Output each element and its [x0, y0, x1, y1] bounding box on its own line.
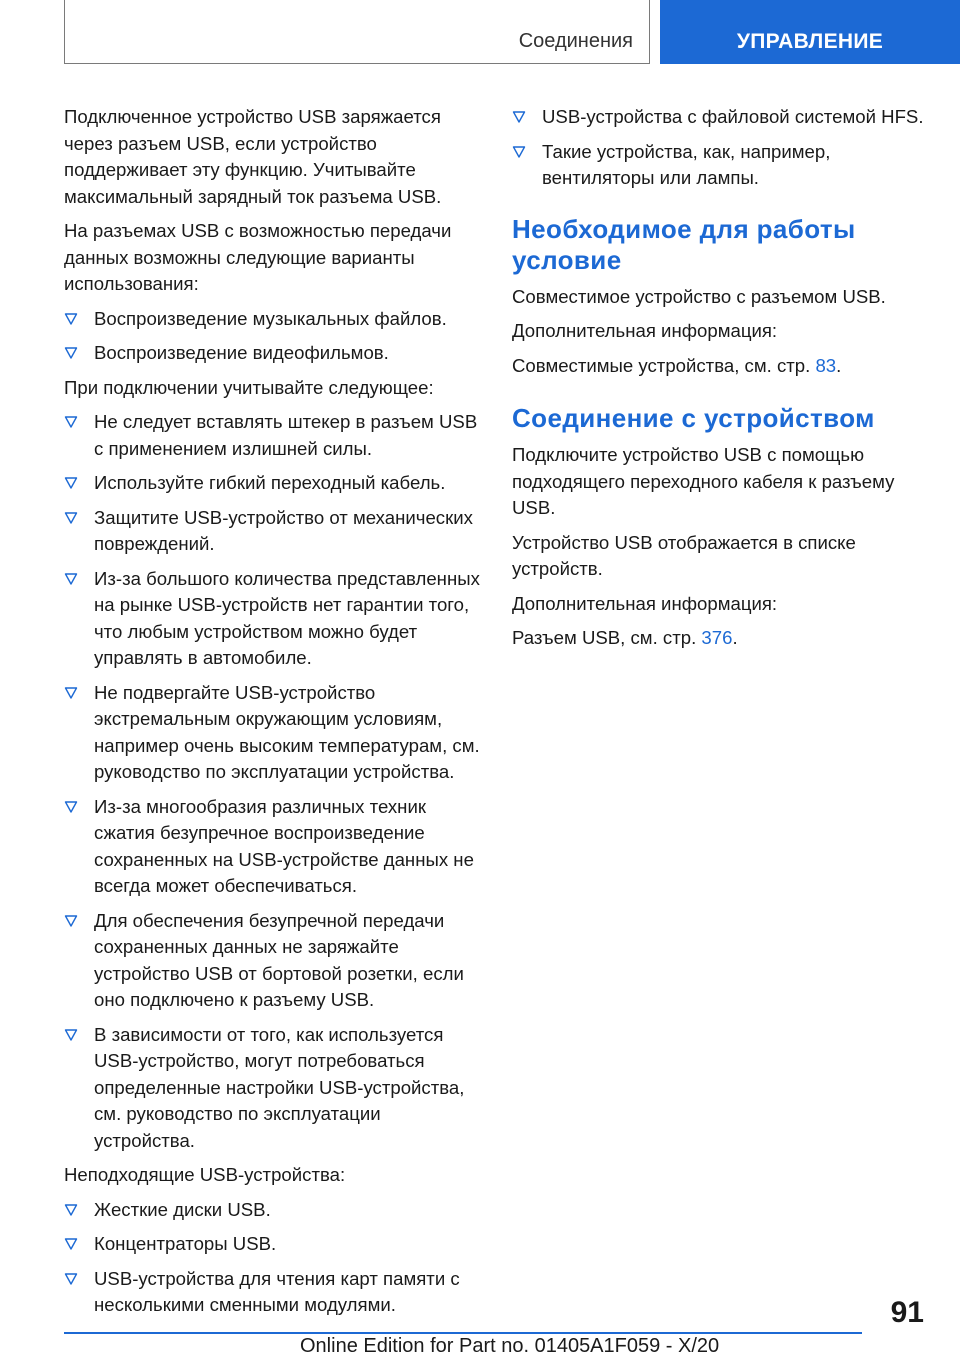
note-item-text: Не следует вставлять штекер в разъем USB с применением излишней силы. — [94, 411, 478, 459]
note-item — [64, 908, 480, 1014]
use-cases-list — [64, 306, 480, 367]
use-case-item-text: Воспроизведение музыкальных файлов. — [94, 307, 447, 329]
triangle-bullet-icon — [64, 1268, 78, 1290]
note-item-text: Не подвергайте USB-устройство экстремальным окружающим условиям, например очень высоким температурам, см. руководство по эксплуатации устройства. — [94, 681, 480, 782]
use-case-item — [64, 306, 480, 333]
use-case-item — [64, 340, 480, 367]
note-item-text: В зависимости от того, как используется USB-устройство, могут потребоваться определенные настройки USB-устройства, см. руководство по эксплуатации устройства. — [94, 1023, 465, 1151]
triangle-bullet-icon — [64, 796, 78, 818]
triangle-bullet-icon — [64, 342, 78, 364]
unsuitable-intro: Неподходящие USB-устройства: — [64, 1164, 346, 1185]
right-column — [512, 104, 928, 660]
unsuitable-item-text: Такие устройства, как, например, вентиляторы или лампы. — [542, 140, 831, 188]
intro-paragraph: Подключенное устройство USB заряжается через разъем USB, если устройство поддерживает эту функцию. Учитывайте максимальный зарядный ток разъема USB. — [64, 106, 442, 207]
connect-paragraph: Подключите устройство USB с помощью подходящего переходного кабеля к разъему USB. — [512, 444, 895, 518]
note-item — [64, 794, 480, 900]
unsuitable-list — [64, 1197, 480, 1319]
footer-edition: Online Edition for Part no. 01405A1F059 - X/20 — [300, 1335, 720, 1357]
connect-info-label: Дополнительная информация: — [512, 592, 778, 614]
unsuitable-item — [64, 1197, 480, 1224]
triangle-bullet-icon — [64, 1233, 78, 1255]
usage-paragraph: На разъемах USB с возможностью передачи данных возможны следующие варианты использования: — [64, 220, 452, 294]
requirement-info-label: Дополнительная информация: — [512, 320, 778, 341]
triangle-bullet-icon — [64, 1199, 78, 1221]
connect-list-paragraph: Устройство USB отображается в списке устройств. — [512, 531, 856, 579]
requirement-reference-end: . — [836, 354, 842, 376]
triangle-bullet-icon — [64, 411, 78, 433]
header-section-tab — [64, 0, 650, 64]
page-number: 91 — [890, 1296, 924, 1329]
use-case-item-text: Воспроизведение видеофильмов. — [94, 342, 389, 363]
triangle-bullet-icon — [64, 308, 78, 330]
header-section-title: Соединения — [518, 30, 633, 52]
note-item — [64, 566, 480, 672]
triangle-bullet-icon — [64, 472, 78, 494]
requirement-paragraph: Совместимое устройство с разъемом USB. — [512, 285, 886, 307]
header-chapter-title: УПРАВЛЕНИЕ — [736, 30, 884, 53]
unsuitable-item — [64, 1231, 480, 1258]
unsuitable-list-continued — [512, 104, 928, 192]
unsuitable-item — [64, 1266, 480, 1319]
requirement-reference — [512, 353, 928, 380]
heading-connect: Соединение с устройством — [512, 403, 875, 433]
notes-intro: При подключении учитывайте следующее: — [64, 376, 434, 398]
unsuitable-item — [512, 104, 928, 131]
note-item-text: Для обеспечения безупречной передачи сохраненных данных не заряжайте устройство USB от бортовой розетки, если оно подключено к разъему USB. — [94, 909, 464, 1010]
note-item-text: Используйте гибкий переходный кабель. — [94, 472, 446, 493]
requirement-reference-text: Совместимые устройства, см. стр. — [512, 354, 816, 376]
triangle-bullet-icon — [512, 106, 526, 128]
footer-divider — [64, 1332, 862, 1334]
left-column — [64, 104, 480, 1327]
note-item — [64, 505, 480, 558]
triangle-bullet-icon — [64, 910, 78, 932]
note-item-text: Из-за многообразия различных техник сжатия безупречное воспроизведение сохраненных на USB-устройстве данных не всегда может обеспечиваться. — [94, 795, 474, 896]
connect-reference-text: Разъем USB, см. стр. — [512, 627, 702, 648]
unsuitable-item-text: Концентраторы USB. — [94, 1233, 277, 1254]
notes-list — [64, 409, 480, 1154]
triangle-bullet-icon — [64, 682, 78, 704]
connect-reference-end: . — [732, 627, 738, 648]
triangle-bullet-icon — [64, 507, 78, 529]
unsuitable-item-text: USB-устройства для чтения карт памяти с несколькими сменными модулями. — [94, 1267, 460, 1315]
note-item — [64, 470, 480, 497]
header-chapter-tab — [660, 0, 960, 64]
note-item — [64, 409, 480, 462]
page-link-83[interactable]: 83 — [815, 354, 837, 376]
triangle-bullet-icon — [64, 568, 78, 590]
page-link-376[interactable]: 376 — [701, 627, 733, 648]
unsuitable-item-text: USB-устройства с файловой системой HFS. — [542, 106, 924, 127]
note-item-text: Из-за большого количества представленных на рынке USB-устройств нет гарантии того, что любым устройством можно будет управлять в автомобиле. — [94, 567, 480, 668]
note-item — [64, 1022, 480, 1155]
connect-reference — [512, 625, 928, 652]
triangle-bullet-icon — [512, 141, 526, 163]
note-item-text: Защитите USB-устройство от механических повреждений. — [94, 506, 473, 554]
triangle-bullet-icon — [64, 1024, 78, 1046]
unsuitable-item — [512, 139, 928, 192]
unsuitable-item-text: Жесткие диски USB. — [94, 1198, 271, 1220]
note-item — [64, 680, 480, 786]
heading-requirement: Необходимое для работы условие — [512, 213, 856, 275]
